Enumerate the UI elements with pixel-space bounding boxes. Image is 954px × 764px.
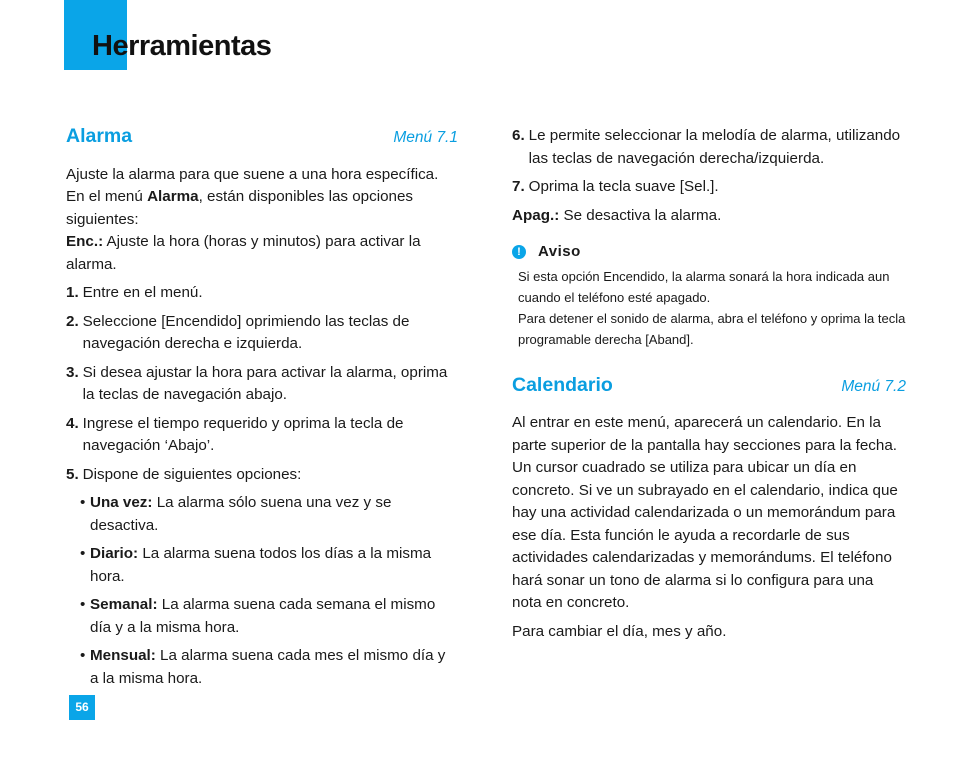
alarma-intro xyxy=(66,164,458,232)
option-diario xyxy=(80,543,458,588)
right-column xyxy=(512,125,906,649)
option-text xyxy=(90,645,458,690)
step-2 xyxy=(66,311,458,356)
option-desc: La alarma suena cada mes el mismo día y a la misma hora. xyxy=(90,647,446,687)
alarma-title: Alarma xyxy=(66,125,133,147)
calendario-description: Al entrar en este menú, aparecerá un calendario. En la parte superior de la pantalla hay secciones para la fecha. Un cursor cuadrado se utiliza para ubicar un día en concreto. Si ve un subrayado en el calendario, indica que hay una actividad calendarizada o un memorándum para ese día. Esta función le ayuda a recordarle de sus actividades calendarizadas y memorándums. El teléfono hará sonar un tono de alarma si lo configura para una nota en concreto. xyxy=(512,414,898,611)
intro-text-a: Ajuste la alarma para que suene a una hora específica. En el menú xyxy=(66,165,439,205)
step-text: Oprima la tecla suave [Sel.]. xyxy=(528,178,719,195)
left-column xyxy=(66,125,458,696)
option-text xyxy=(90,543,458,588)
apag-label: Apag.: xyxy=(512,206,560,224)
option-desc: La alarma suena cada semana el mismo día y a la misma hora. xyxy=(90,596,436,636)
step-text: Dispone de siguientes opciones: xyxy=(82,465,302,483)
option-label: Semanal: xyxy=(90,596,158,613)
option-desc: La alarma suena todos los días a la misma hora. xyxy=(90,545,432,585)
calendario-title: Calendario xyxy=(512,373,613,396)
option-semanal xyxy=(80,594,458,639)
calendario-instruction: Para cambiar el día, mes y año. xyxy=(512,622,727,640)
step-text: Seleccione [Encendido] oprimiendo las teclas de navegación derecha e izquierda. xyxy=(82,312,410,352)
step-number: 6. xyxy=(512,127,525,144)
bullet-dot: • xyxy=(80,494,86,511)
step-6 xyxy=(512,125,906,170)
aviso-title: Aviso xyxy=(538,243,581,260)
step-number: 1. xyxy=(66,284,79,301)
page-title: Herramientas xyxy=(92,30,272,62)
option-una-vez xyxy=(80,492,458,537)
aviso-line-2: Para detener el sonido de alarma, abra el teléfono y oprima la tecla programable derecha [Aband]. xyxy=(518,310,906,347)
apag-option xyxy=(512,205,906,228)
option-mensual xyxy=(80,645,458,690)
enc-option xyxy=(66,231,458,276)
page-number: 56 xyxy=(69,695,95,720)
option-text xyxy=(90,594,458,639)
step-text: Ingrese el tiempo requerido y oprima la tecla de navegación ‘Abajo’. xyxy=(82,414,404,454)
enc-text: Ajuste la hora (horas y minutos) para activar la alarma. xyxy=(66,233,421,273)
step-number: 3. xyxy=(66,363,79,381)
step-number: 4. xyxy=(66,414,79,432)
option-label: Una vez: xyxy=(90,494,153,511)
step-text: Si desea ajustar la hora para activar la alarma, oprima la teclas de navegación abajo. xyxy=(82,363,448,403)
option-label: Diario: xyxy=(90,545,139,562)
bullet-dot: • xyxy=(80,647,86,664)
step-number: 7. xyxy=(512,178,525,195)
step-7 xyxy=(512,176,906,199)
intro-text-b: , están disponibles las opciones siguientes: xyxy=(66,188,414,228)
step-number: 2. xyxy=(66,312,79,330)
calendario-menu-ref: Menú 7.2 xyxy=(841,377,906,395)
aviso-header xyxy=(512,241,906,264)
step-4 xyxy=(66,413,458,458)
apag-text: Se desactiva la alarma. xyxy=(559,206,722,224)
alarma-header xyxy=(66,125,458,150)
aviso-line-1: Si esta opción Encendido, la alarma sonará la hora indicada aun cuando el teléfono esté apagado. xyxy=(518,268,890,305)
option-desc: La alarma sólo suena una vez y se desactiva. xyxy=(90,494,392,534)
bullet-dot: • xyxy=(80,596,86,613)
alarma-menu-ref: Menú 7.1 xyxy=(393,129,458,146)
step-text: Le permite seleccionar la melodía de alarma, utilizando las teclas de navegación derecha/izquierda. xyxy=(528,127,901,167)
bullet-dot: • xyxy=(80,545,86,562)
option-label: Mensual: xyxy=(90,647,156,664)
exclamation-icon: ! xyxy=(512,245,526,259)
enc-label: Enc.: xyxy=(66,233,104,250)
step-3 xyxy=(66,362,458,407)
step-text: Entre en el menú. xyxy=(82,284,203,301)
intro-bold: Alarma xyxy=(147,188,199,205)
step-1 xyxy=(66,282,458,305)
step-5 xyxy=(66,464,458,487)
calendario-header xyxy=(512,374,906,399)
step-number: 5. xyxy=(66,465,79,483)
option-text xyxy=(90,492,458,537)
